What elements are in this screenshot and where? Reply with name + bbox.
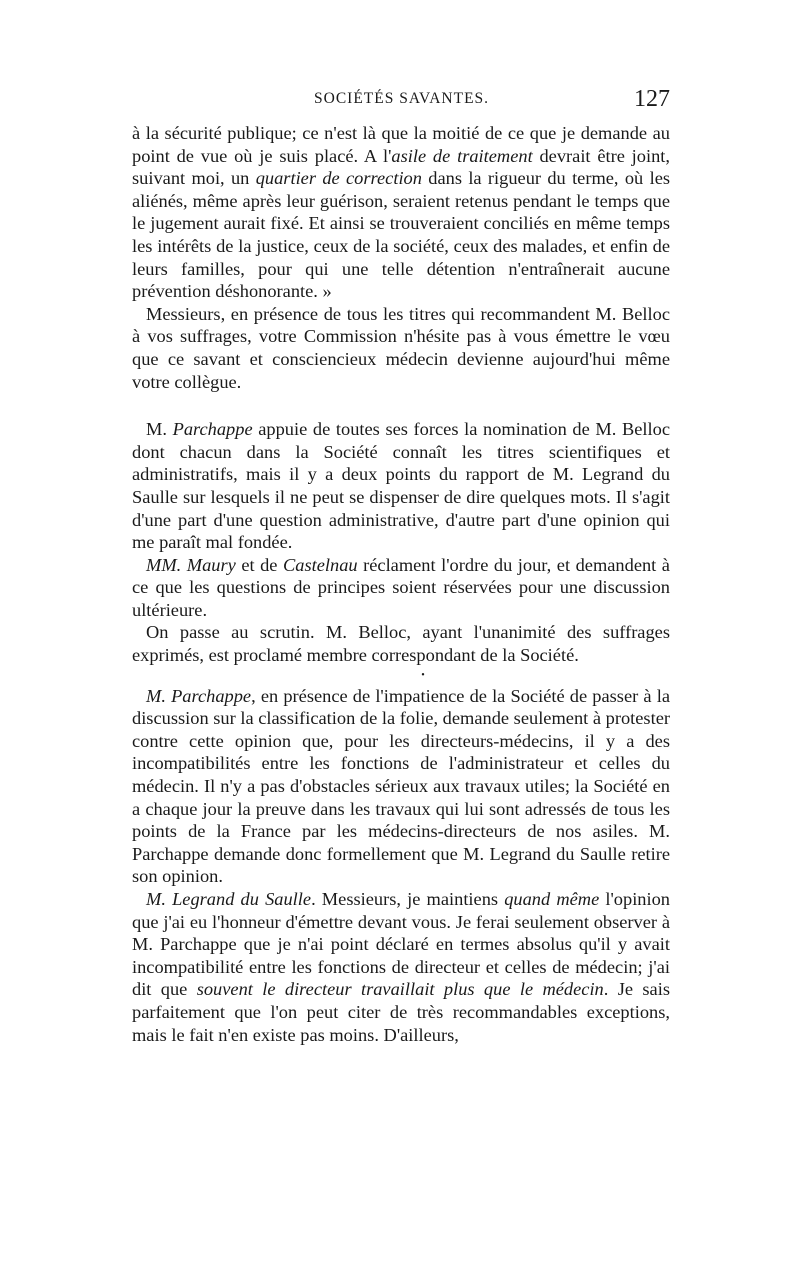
text-segment: , en présence de l'impatience de la Société de passer à la discussion sur la classification de la folie, demande seulement à protester contre cette opinion que, pour les directeurs-médecins, il y a des incompatibilités entre les fonctions de l'administrateur et celles du médecin. Il n'y a pas d'obstacles sérieux aux travaux utiles; la Société en a chaque jour la preuve dans les travaux qui lui sont adressés de tous les points de la France par les médecins-directeurs de nos asiles. M. Parchappe demande donc formellement que M. Legrand du Saulle retire son opinion. [132,685,670,887]
text-segment: l'opinion que j'ai eu l'honneur d'émettre devant vous. Je ferai seulement observer à M. Parchappe que je n'ai point déclaré en termes absolus qu'il y avait incompatibilité entre les fonctions de directeur et celles de médecin; j'ai dit que [132,889,671,1000]
page-number: 127 [634,86,670,112]
text-segment: M. [146,419,173,440]
text-segment: dans la rigueur du terme, où les aliénés, même après leur guérison, seraient retenus pendant le temps que le jugement aurait fixé. Et ainsi se trouveraient conciliés en même temps les intérêts de la justice, ceux de la société, ceux des malades, et enfin de leurs familles, pour qui une telle détention n'entraînerait aucune prévention déshonorante. » [132,168,671,302]
text-segment: Messieurs, en présence de tous les titres qui recommandent M. Belloc à vos suffrages, votre Commission n'hésite pas à vous émettre le vœu que ce savant et consciencieux médecin devienne aujourd'hui même votre collègue. [132,303,670,392]
paragraph [132,621,670,666]
italic-text-segment: M. Legrand du Saulle [146,889,312,909]
italic-text-segment: MM. Maury [146,554,236,575]
body-text [132,122,670,1046]
text-segment: devrait être joint, suivant moi, un [132,145,670,189]
separator-mark: • [421,669,425,681]
text-segment: et de [235,554,283,575]
italic-text-segment: Castelnau [283,554,358,575]
paragraph [132,685,670,888]
text-segment: . Je sais parfaitement que l'on peut citer de très recommandables exceptions, mais le fait n'en existe pas moins. D'ailleurs, [132,979,670,1045]
text-segment: réclament l'ordre du jour, et demandent à ce que les questions de principes soient réservées pour une discussion ultérieure. [132,554,670,620]
running-title: SOCIÉTÉS SAVANTES. [314,90,490,107]
italic-text-segment: quartier de correction [255,168,422,189]
italic-text-segment: Parchappe [172,419,253,440]
paragraph [132,554,670,622]
text-segment: appuie de toutes ses forces la nomination de M. Belloc dont chacun dans la Société connaît les titres scientifiques et administratifs, mais il y a deux points du rapport de M. Legrand du Saulle sur lesquels il ne peut se dispenser de dire quelques mots. Il s'agit d'une part d'une question administrative, d'autre part d'une opinion qui me paraît mal fondée. [132,419,670,553]
italic-text-segment: quand même [504,889,600,909]
text-segment: . Messieurs, je maintiens [311,889,505,909]
page-header [132,86,670,120]
paragraph [132,888,670,1046]
text-segment: On passe au scrutin. M. Belloc, ayant l'unanimité des suffrages exprimés, est proclamé membre correspondant de la Société. [132,622,670,666]
italic-text-segment: souvent le directeur travaillait plus que le médecin [196,979,604,1000]
italic-text-segment: M. Parchappe [146,685,252,706]
paragraph [132,303,670,393]
paragraph [132,418,670,554]
book-page [132,86,671,1046]
text-segment: à la sécurité publique; ce n'est là que la moitié de ce que je demande au point de vue où je suis placé. A l' [132,123,670,166]
paragraph [132,122,670,303]
italic-text-segment: asile de traitement [391,145,533,166]
